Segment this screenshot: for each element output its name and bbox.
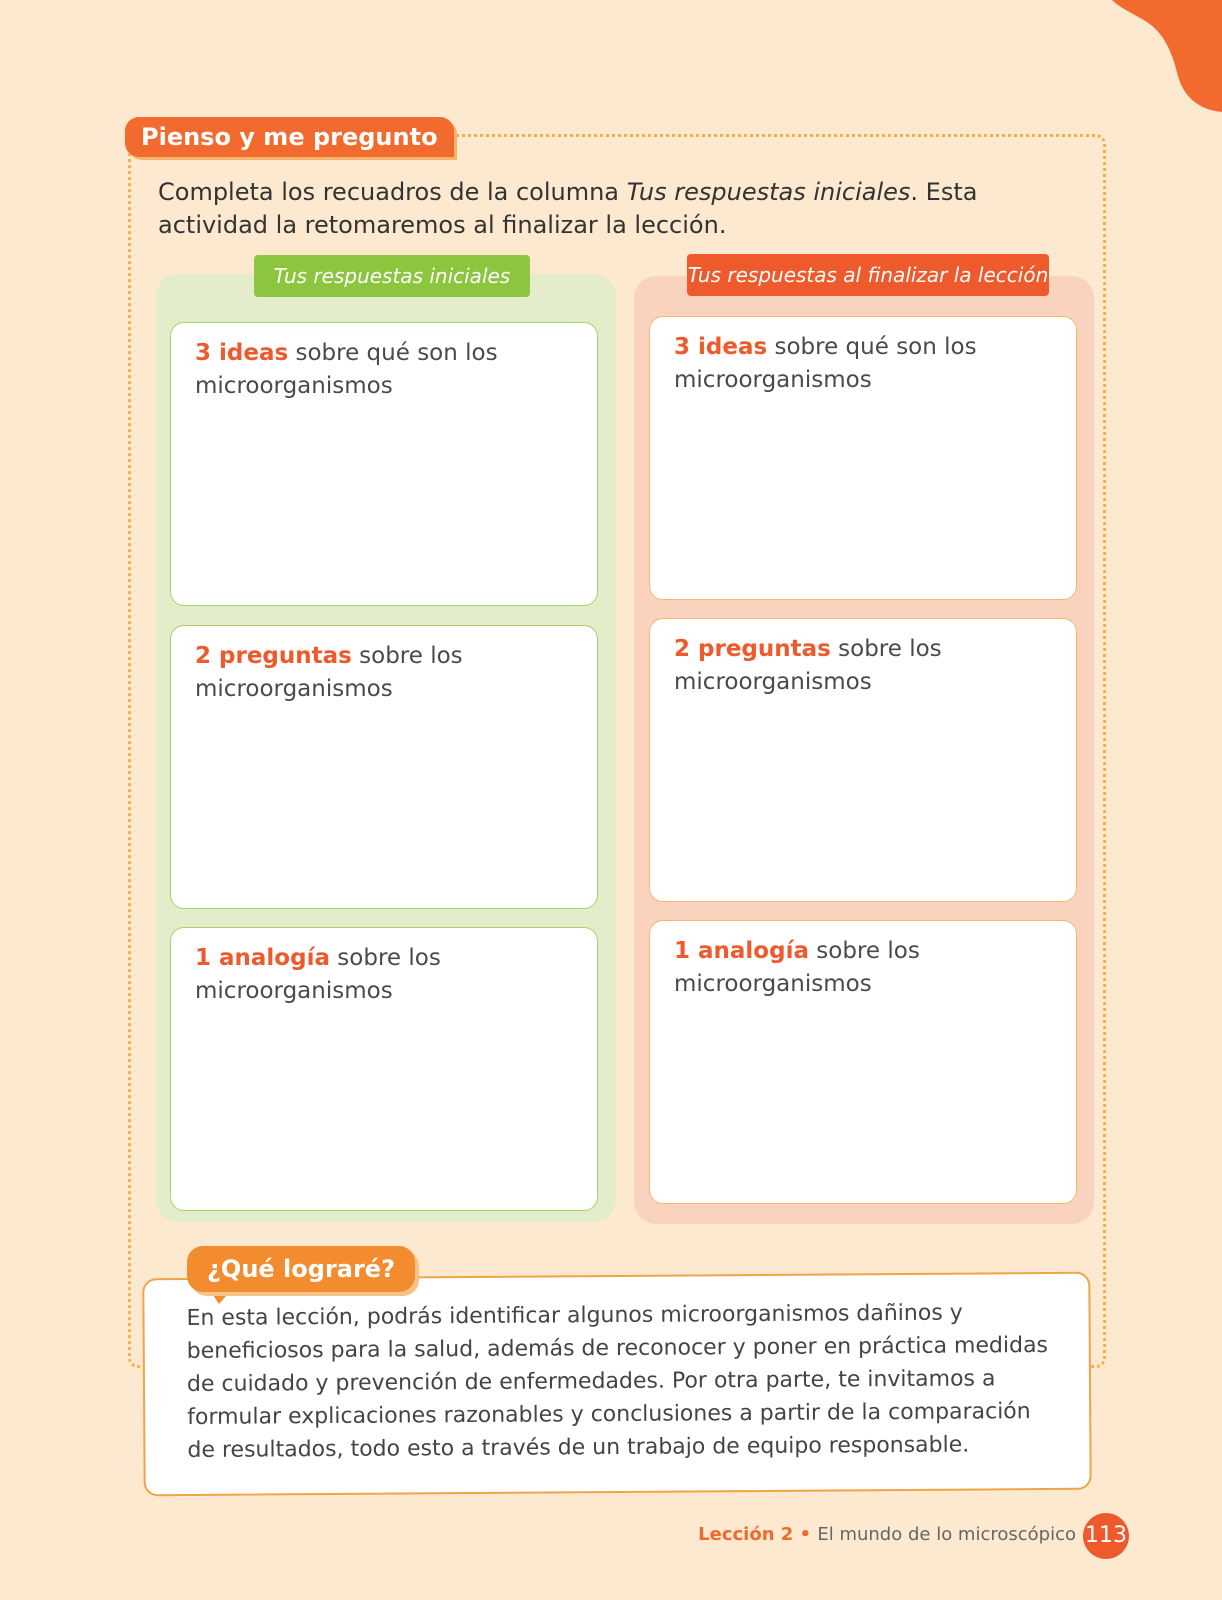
final-analogy-box[interactable]: 1 analogía sobre los microorganismos bbox=[649, 920, 1077, 1204]
page-number: 113 bbox=[1083, 1513, 1129, 1559]
final-answers-label: Tus respuestas al finalizar la lección bbox=[687, 254, 1049, 296]
corner-decoration bbox=[1112, 0, 1222, 112]
initial-ideas-box[interactable]: 3 ideas sobre qué son los microorganismos bbox=[170, 322, 598, 606]
page-footer: Lección 2 • El mundo de lo microscópico bbox=[698, 1524, 1076, 1545]
final-questions-box[interactable]: 2 preguntas sobre los microorganismos bbox=[649, 618, 1077, 902]
section-title: Pienso y me pregunto bbox=[125, 117, 454, 157]
lesson-label: Lección 2 bbox=[698, 1524, 794, 1545]
goal-text: En esta lección, podrás identificar algunos microorganismos dañinos y beneficiosos para la salud, además de reconocer y poner en práctica medidas de cuidado y prevención de enfermedades. Por otra parte, te invitamos a formular explicaciones razonables y conclusiones a partir de la comparación de resultados, todo esto a través de un trabajo de equipo responsable. bbox=[142, 1272, 1091, 1497]
final-ideas-box[interactable]: 3 ideas sobre qué son los microorganismos bbox=[649, 316, 1077, 600]
initial-questions-box[interactable]: 2 preguntas sobre los microorganismos bbox=[170, 625, 598, 909]
goal-title: ¿Qué lograré? bbox=[187, 1246, 415, 1292]
instructions: Completa los recuadros de la columna Tus respuestas iniciales. Esta actividad la retomaremos al finalizar la lección. bbox=[158, 178, 978, 239]
initial-answers-label: Tus respuestas iniciales bbox=[254, 255, 530, 297]
instructions-emphasis: Tus respuestas iniciales bbox=[626, 178, 911, 206]
initial-analogy-box[interactable]: 1 analogía sobre los microorganismos bbox=[170, 927, 598, 1211]
lesson-title: El mundo de lo microscópico bbox=[817, 1524, 1076, 1545]
